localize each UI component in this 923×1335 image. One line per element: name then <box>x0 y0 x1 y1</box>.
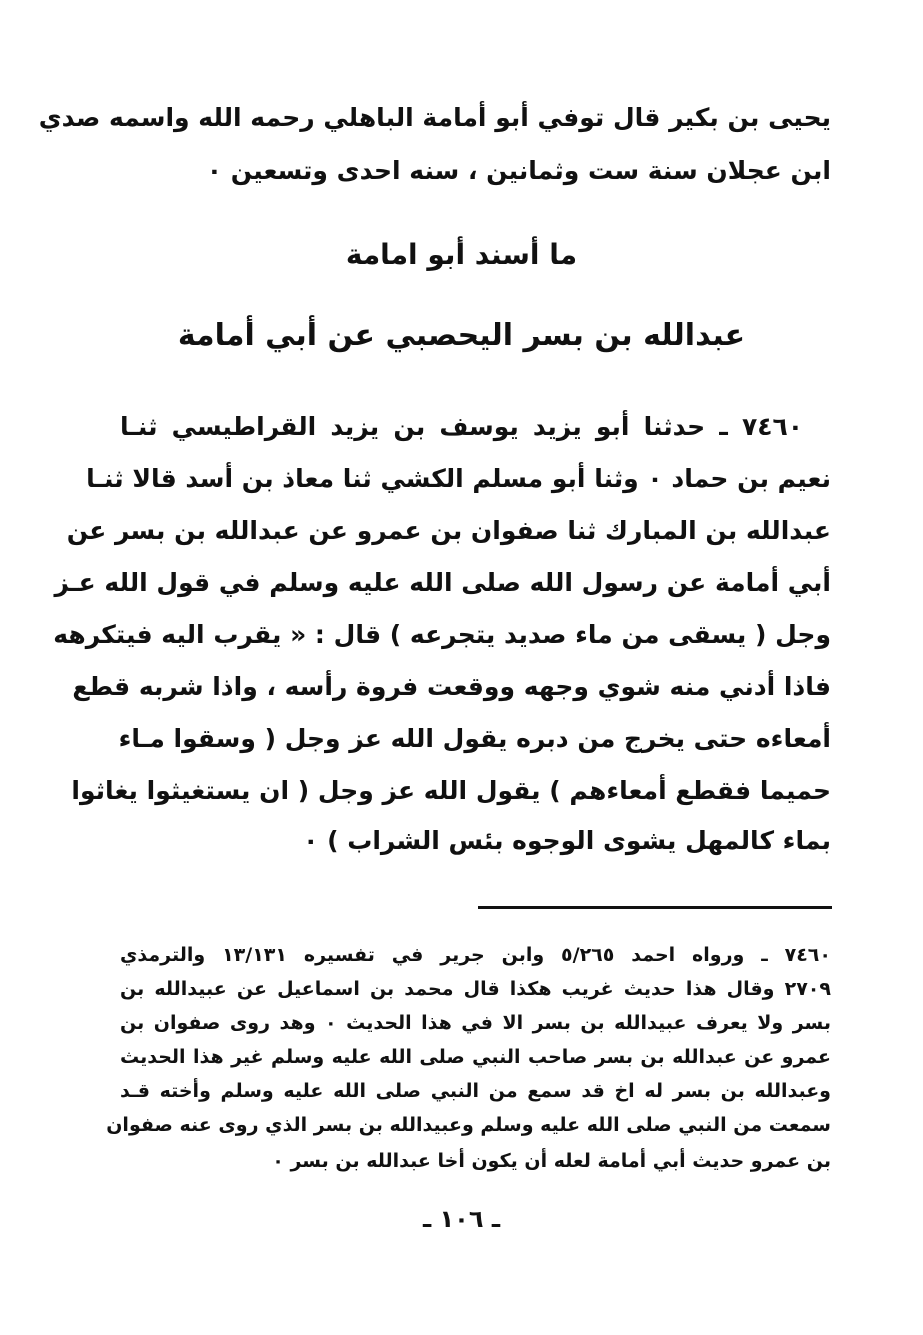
footnote-line: بن عمرو حديث أبي أمامة لعله أن يكون أخا عبدالله بن بسر ٠ <box>272 1150 831 1172</box>
text-line: ٧٤٦٠ ـ حدثنا أبو يزيد يوسف بن يزيد القراطيسي ثنـا <box>120 412 803 441</box>
footnote-line: ٧٤٦٠ ـ ورواه احمد ٥/٢٦٥ وابن جرير في تفسيره ١٣/١٣١ والترمذي <box>120 944 831 966</box>
footnote-line: وعبدالله بن بسر له اخ قد سمع من النبي صلى الله عليه وسلم وأخته قـد <box>120 1080 831 1102</box>
text-line: يحيى بن بكير قال توفي أبو أمامة الباهلي رحمه الله واسمه صدي <box>38 103 831 132</box>
footnote-divider <box>478 906 832 909</box>
footnote-line: ٢٧٠٩ وقال هذا حديث غريب هكذا قال محمد بن اسماعيل عن عبيدالله بن <box>120 978 831 1000</box>
text-line: أبي أمامة عن رسول الله صلى الله عليه وسلم في قول الله عـز <box>54 568 831 597</box>
footnote-line: سمعت من النبي صلى الله عليه وسلم وعبيدالله بن بسر الذي روى عنه صفوان <box>106 1114 831 1136</box>
page-number: ـ ١٠٦ ـ <box>422 1205 501 1233</box>
text-line: فاذا أدني منه شوي وجهه ووقعت فروة رأسه ، واذا شربه قطع <box>72 672 831 701</box>
footnote-line: بسر ولا يعرف عبيدالله بن بسر الا في هذا الحديث ٠ وهد روى صفوان بن <box>120 1012 831 1034</box>
subsection-heading: عبدالله بن بسر اليحصبي عن أبي أمامة <box>177 318 746 353</box>
text-line: حميما فقطع أمعاءهم ) يقول الله عز وجل ( ان يستغيثوا يغاثوا <box>71 776 831 805</box>
text-line: نعيم بن حماد ٠ وثنا أبو مسلم الكشي ثنا معاذ بن أسد قالا ثنـا <box>86 464 831 493</box>
footnote-line: عمرو عن عبدالله بن بسر صاحب النبي صلى الله عليه وسلم غير هذا الحديث <box>120 1046 831 1068</box>
text-line: ابن عجلان سنة ست وثمانين ، سنه احدى وتسعين ٠ <box>206 156 831 185</box>
section-heading: ما أسند أبو امامة <box>345 238 578 271</box>
text-line: عبدالله بن المبارك ثنا صفوان بن عمرو عن عبدالله بن بسر عن <box>66 516 831 545</box>
text-line: وجل ( يسقى من ماء صديد يتجرعه ) قال : « يقرب اليه فيتكرهه <box>53 620 831 649</box>
text-line: أمعاءه حتى يخرج من دبره يقول الله عز وجل ( وسقوا مـاء <box>118 724 831 753</box>
text-line: بماء كالمهل يشوى الوجوه بئس الشراب ) ٠ <box>303 826 831 855</box>
